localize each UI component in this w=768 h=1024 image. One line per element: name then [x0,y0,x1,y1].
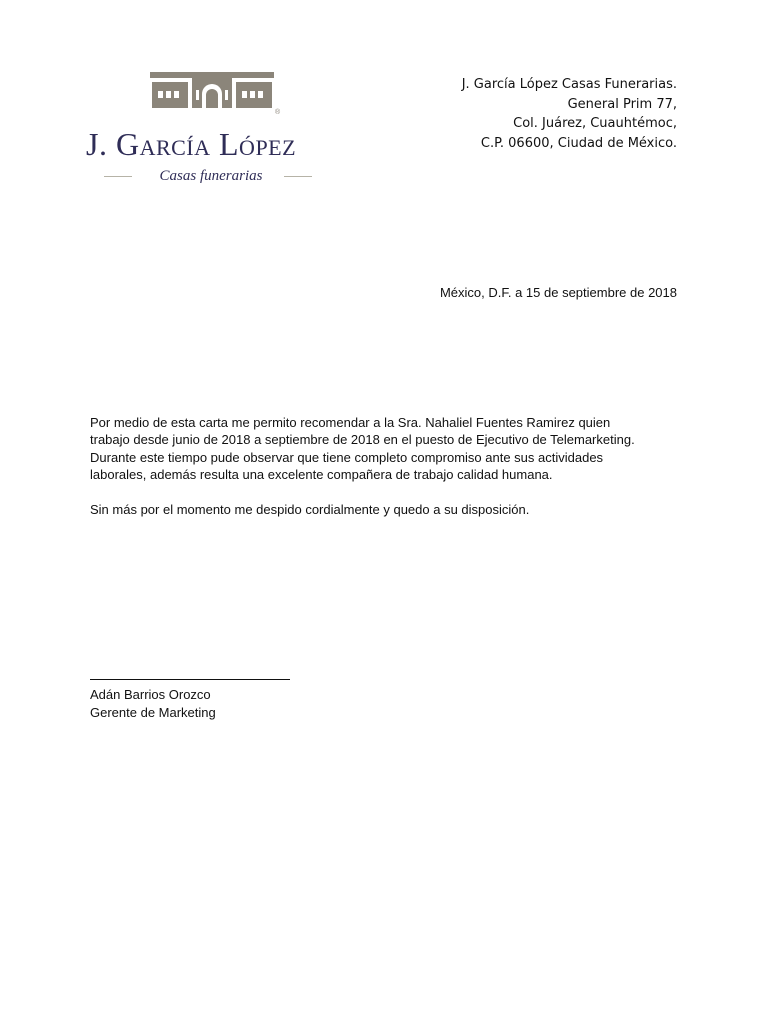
letter-body [90,414,690,518]
body-paragraph-closing: Sin más por el momento me despido cordialmente y quedo a su disposición. [90,502,530,518]
address-line-colony: Col. Juárez, Cuauhtémoc, [513,116,677,131]
signature-block [90,686,216,722]
body-paragraph-recommendation [90,414,690,483]
address-line-street: General Prim 77, [567,96,677,112]
address-line-company: J. García López Casas Funerarias. [461,77,677,92]
signer-title: Gerente de Marketing [90,705,216,720]
building-facade-icon [150,72,282,118]
body-line: Durante este tiempo pude observar que tiene completo compromiso ante sus actividades [90,449,604,465]
body-line: trabajo desde junio de 2018 a septiembre de 2018 en el puesto de Ejecutivo de Telemarketing. [90,432,635,448]
signer-name: Adán Barrios Orozco [90,687,211,702]
logo-surname: García López [115,126,297,162]
logo-initial: J. [86,126,108,162]
svg-text:®: ® [275,109,281,116]
logo-wordmark [86,124,336,164]
signature-line [90,679,290,680]
body-line: Por medio de esta carta me permito recomendar a la Sra. Nahaliel Fuentes Ramirez quien [90,415,611,430]
body-line: laborales, además resulta una excelente compañera de trabajo calidad humana. [90,466,553,482]
letter-date: México, D.F. a 15 de septiembre de 2018 [439,285,677,300]
address-line-city: C.P. 06600, Ciudad de México. [480,135,677,151]
logo-rule-right [284,176,312,177]
sender-address [462,75,677,153]
company-logo [86,72,336,190]
logo-tagline: Casas funerarias [159,168,263,184]
